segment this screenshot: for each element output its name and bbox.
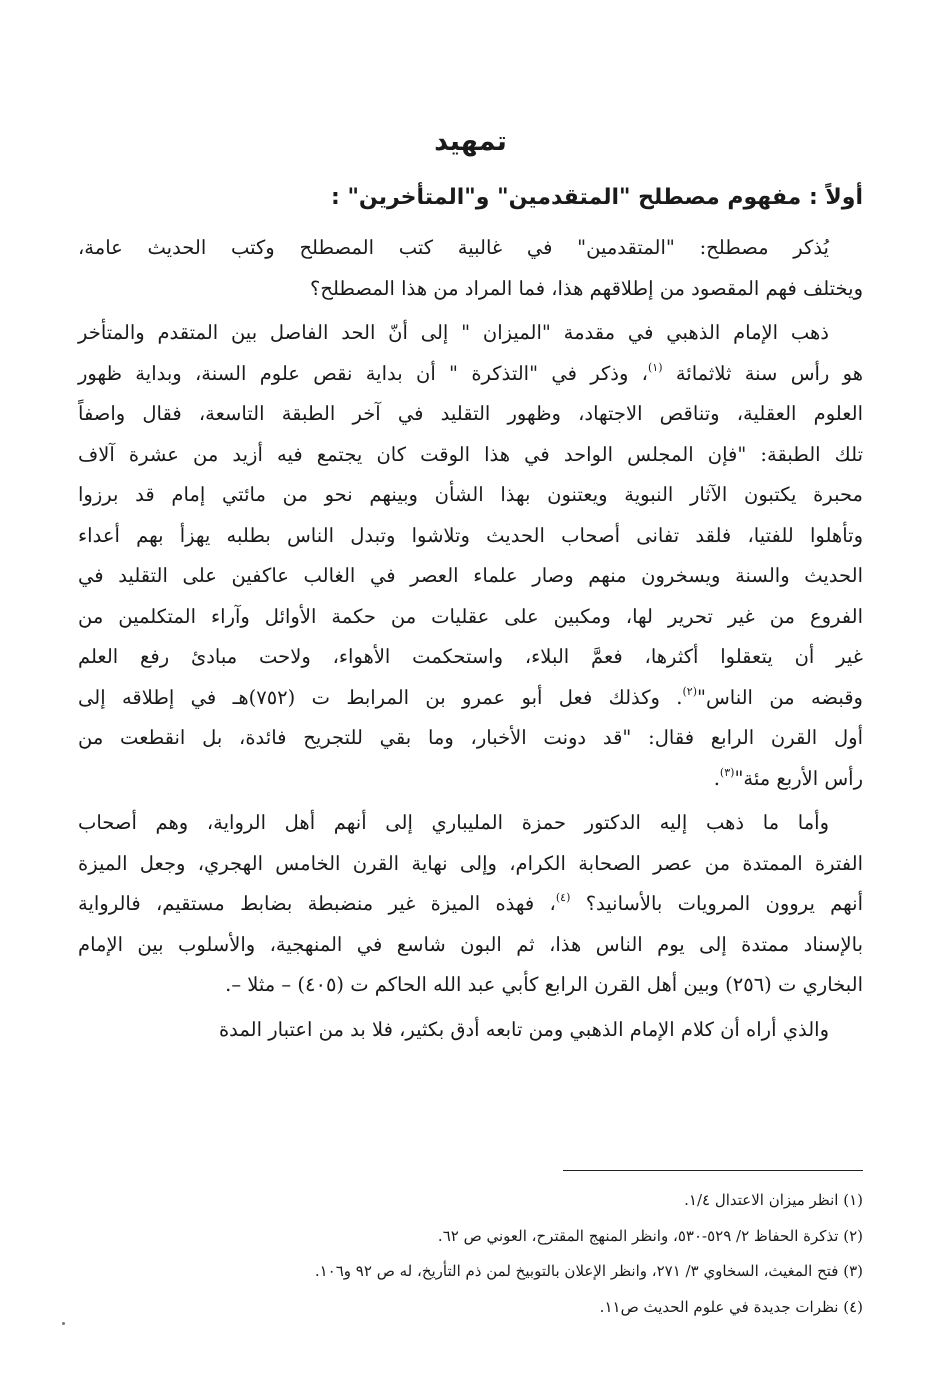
text-segment: وقبضه من الناس" — [697, 685, 863, 709]
footnote-item: (١) انظر ميزان الاعتدال ١/٤. — [684, 1191, 863, 1209]
paragraph-2 — [78, 313, 863, 799]
text-line: بالإسناد ممتدة إلى يوم الناس هذا، ثم البون شاسع في المنهجية، والأسلوب بين الإمام — [78, 932, 863, 956]
text-line: الفروع من غير تحرير لها، ومكبين على عقليات من حكمة الأوائل وآراء المتكلمين من — [78, 604, 863, 628]
text-segment: ، وذكر في "التذكرة " أن بداية نقص علوم السنة، وبداية ظهور — [78, 361, 648, 385]
body-text — [78, 228, 863, 1050]
document-page — [78, 0, 863, 1380]
text-segment: هو رأس سنة ثلاثمائة — [675, 361, 863, 385]
text-line: يُذكر مصطلح: "المتقدمين" في غالبية كتب المصطلح وكتب الحديث عامة، — [78, 236, 829, 259]
text-line: الفترة الممتدة من عصر الصحابة الكرام، وإلى نهاية القرن الخامس الهجري، وجعل الميزة — [78, 851, 863, 875]
page-title: تمهيد — [434, 126, 507, 157]
footnotes — [78, 1183, 863, 1325]
text-line: البخاري ت (٢٥٦) وبين أهل القرن الرابع كأبي عبد الله الحاكم ت (٤٠٥) – مثلا –. — [225, 973, 863, 996]
footnote-ref[interactable]: (١) — [647, 360, 663, 374]
text-line: الحديث والسنة ويسخرون منهم وصار علماء العصر في الغالب عاكفين على التقليد في — [78, 564, 863, 587]
footnote-item: (٤) نظرات جديدة في علوم الحديث ص١١. — [599, 1297, 863, 1316]
text-line: والذي أراه أن كلام الإمام الذهبي ومن تابعه أدق بكثير، فلا بد من اعتبار المدة — [218, 1017, 829, 1041]
text-line: ذهب الإمام الذهبي في مقدمة "الميزان " إلى أنّ الحد الفاصل بين المتقدم والمتأخر — [78, 321, 829, 344]
text-line: تلك الطبقة: "فإن المجلس الواحد في هذا الوقت كان يجتمع فيه أزيد من عشرة آلاف — [78, 442, 863, 466]
footnote-item: (٢) تذكرة الحفاظ ٢/ ٥٢٩-٥٣٠، وانظر المنهج المقترح، العوني ص ٦٢. — [437, 1226, 863, 1245]
text-line — [78, 759, 863, 800]
paragraph-4 — [78, 1010, 863, 1051]
text-line — [78, 354, 863, 395]
text-segment: . وكذلك فعل أبو عمرو بن المرابط ت (٧٥٢)هـ في إطلاقه إلى — [78, 685, 683, 709]
text-segment: . — [713, 766, 720, 790]
text-line: أول القرن الرابع فقال: "قد دونت الأخبار، وما بقي للتجريح فائدة، بل انقطعت من — [78, 726, 863, 749]
text-segment: أنهم يروون المرويات بالأسانيد؟ — [585, 892, 863, 915]
text-line: غير أن يتعقلوا أكثرها، فعمَّ البلاء، واستحكمت الأهواء، ولاحت مبادئ رفع العلم — [78, 645, 863, 668]
footnote-ref[interactable]: (٢) — [682, 684, 698, 698]
text-line: ويختلف فهم المقصود من إطلاقهم هذا، فما المراد من هذا المصطلح؟ — [310, 276, 863, 300]
text-segment: ، فهذه الميزة غير منضبطة بضابط مستقيم، فالرواية — [78, 892, 556, 915]
text-line — [78, 678, 863, 719]
footnote-ref[interactable]: (٤) — [555, 891, 571, 904]
text-segment: رأس الأربع مئة" — [734, 766, 863, 790]
section-heading: أولاً : مفهوم مصطلح "المتقدمين" و"المتأخرين" : — [331, 185, 863, 210]
text-line: العلوم العقلية، وتناقص الاجتهاد، وظهور التقليد في آخر الطبقة التاسعة، فقال واصفاً — [78, 402, 863, 425]
text-line: وتأهلوا للفتيا، فلقد تفانى أصحاب الحديث وتلاشوا وتبدل الناس بطلبه يهزأ بهم أعداء — [78, 523, 863, 547]
scan-speck — [62, 1322, 65, 1325]
text-line: وأما ما ذهب إليه الدكتور حمزة المليباري إلى أنهم أهل الرواية، وهم أصحاب — [78, 811, 829, 834]
paragraph-3 — [78, 803, 863, 1006]
footnote-separator — [563, 1170, 863, 1171]
text-line — [78, 884, 863, 925]
paragraph-1 — [78, 228, 863, 309]
footnote-item: (٣) فتح المغيث، السخاوي ٣/ ٢٧١، وانظر الإعلان بالتوبيخ لمن ذم التأريخ، له ص ٩٢ و١٠٦. — [314, 1262, 863, 1280]
footnote-ref[interactable]: (٣) — [719, 765, 735, 779]
text-line: محبرة يكتبون الآثار النبوية ويعتنون بهذا الشأن وبينهم نحو من مائتي إمام قد برزوا — [78, 483, 863, 506]
